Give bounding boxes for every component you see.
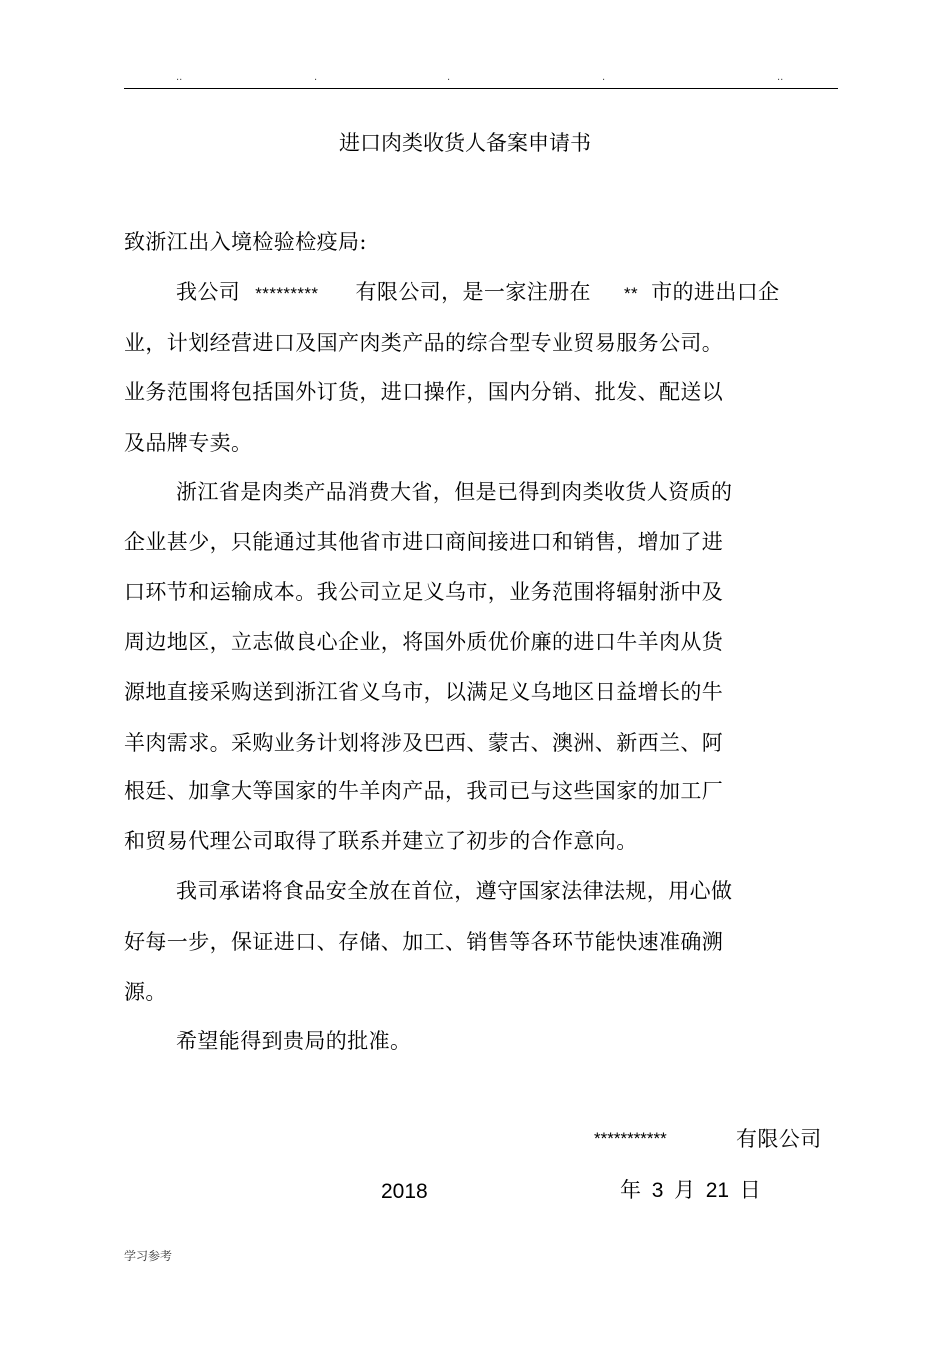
header-dot: . bbox=[447, 72, 451, 83]
para1-text: 有限公司，是一家注册在 bbox=[355, 280, 591, 304]
header-dot: . bbox=[602, 72, 606, 83]
para2-line: 企业甚少，只能通过其他省市进口商间接进口和销售，增加了进 bbox=[124, 530, 724, 554]
date-year: 2018 bbox=[381, 1180, 428, 1203]
para1-line4: 及品牌专卖。 bbox=[124, 431, 253, 455]
para4-line: 希望能得到贵局的批准。 bbox=[176, 1029, 412, 1053]
date-nian: 年 bbox=[620, 1178, 641, 1202]
para2-line: 周边地区，立志做良心企业，将国外质优价廉的进口牛羊肉从货 bbox=[124, 630, 724, 654]
date-day: 21 bbox=[705, 1179, 730, 1202]
para2-line: 根廷、加拿大等国家的牛羊肉产品，我司已与这些国家的加工厂 bbox=[124, 779, 724, 803]
header-dot: .. bbox=[176, 72, 183, 83]
para3-line: 源。 bbox=[124, 980, 167, 1004]
header-rule bbox=[124, 88, 838, 89]
signature-company-placeholder: *********** bbox=[594, 1129, 667, 1148]
header-dot: .. bbox=[777, 72, 784, 83]
para3-line: 我司承诺将食品安全放在首位，遵守国家法律法规，用心做 bbox=[176, 879, 733, 903]
salutation: 致浙江出入境检验检疫局: bbox=[124, 230, 367, 254]
para1-indent-text: 我公司 bbox=[176, 280, 241, 304]
header-dot: . bbox=[314, 72, 318, 83]
para2-line: 口环节和运输成本。我公司立足义乌市，业务范围将辐射浙中及 bbox=[124, 580, 724, 604]
city-placeholder: ** bbox=[624, 284, 639, 303]
signature-company: 有限公司 bbox=[736, 1127, 822, 1151]
para2-line: 浙江省是肉类产品消费大省，但是已得到肉类收货人资质的 bbox=[176, 480, 733, 504]
para1-line3: 业务范围将包括国外订货，进口操作，国内分销、批发、配送以 bbox=[124, 380, 724, 404]
para2-line: 源地直接采购送到浙江省义乌市，以满足义乌地区日益增长的牛 bbox=[124, 680, 724, 704]
date-rest bbox=[620, 1177, 761, 1204]
date-yue: 月 bbox=[674, 1178, 696, 1202]
para3-line: 好每一步，保证进口、存储、加工、销售等各环节能快速准确溯 bbox=[124, 930, 724, 954]
para1-line2: 业，计划经营进口及国产肉类产品的综合型专业贸易服务公司。 bbox=[124, 331, 724, 355]
footer-note: 学习参考 bbox=[124, 1249, 173, 1263]
para1-line1 bbox=[124, 279, 780, 307]
para2-line: 和贸易代理公司取得了联系并建立了初步的合作意向。 bbox=[124, 829, 638, 853]
date-month: 3 bbox=[651, 1179, 664, 1202]
date-ri: 日 bbox=[739, 1178, 761, 1202]
document-title: 进口肉类收货人备案申请书 bbox=[339, 131, 591, 155]
para2-line: 羊肉需求。采购业务计划将涉及巴西、蒙古、澳洲、新西兰、阿 bbox=[124, 731, 724, 755]
para1-text: 市的进出口企 bbox=[651, 280, 780, 304]
company-name-placeholder: ********* bbox=[255, 284, 319, 303]
